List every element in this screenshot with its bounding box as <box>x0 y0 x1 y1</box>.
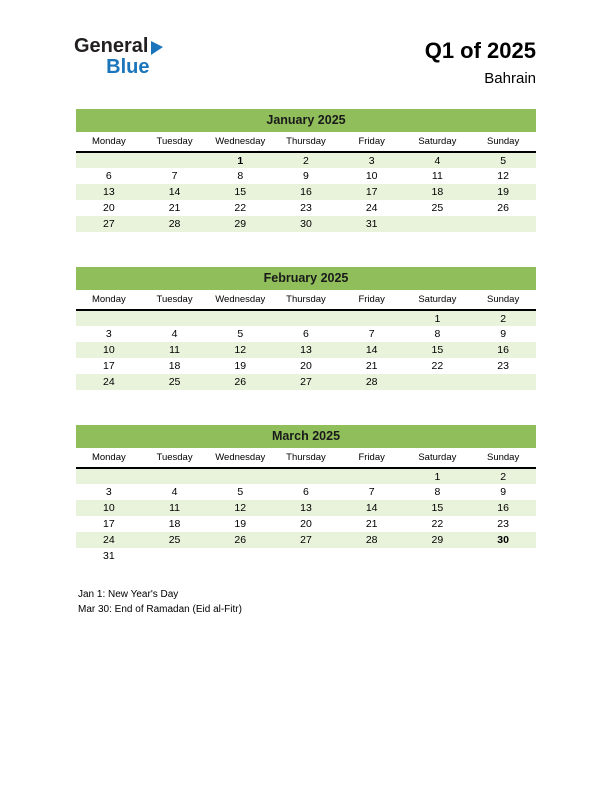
day-cell: 22 <box>431 518 444 530</box>
week-row <box>76 184 536 200</box>
day-cell: 5 <box>500 154 507 167</box>
day-cell: 31 <box>365 218 378 230</box>
day-cell: 20 <box>300 518 312 530</box>
day-cell: 25 <box>168 534 181 546</box>
day-cell: 6 <box>303 486 309 498</box>
empty-cell <box>273 468 339 484</box>
day-cell: 15 <box>234 186 247 198</box>
day-cell: 28 <box>365 376 378 388</box>
week-row <box>76 216 536 232</box>
empty-cell <box>470 374 536 390</box>
day-header: Saturday <box>405 290 471 310</box>
week-row <box>76 152 536 168</box>
day-cell: 17 <box>103 518 115 530</box>
day-header: Friday <box>339 132 405 152</box>
empty-cell <box>470 548 536 564</box>
week-row <box>76 374 536 390</box>
calendar-area <box>0 109 612 564</box>
empty-cell <box>405 548 471 564</box>
footnote-line: Jan 1: New Year's Day <box>78 589 179 600</box>
day-cell: 10 <box>103 502 115 514</box>
day-cell: 14 <box>168 186 181 198</box>
day-cell: 20 <box>300 360 312 372</box>
empty-cell <box>273 548 339 564</box>
day-cell: 3 <box>105 328 112 340</box>
empty-cell <box>405 216 471 232</box>
day-cell: 9 <box>303 170 309 182</box>
day-cell: 5 <box>237 328 244 340</box>
day-cell: 20 <box>103 202 115 214</box>
day-cell: 4 <box>171 486 178 498</box>
day-cell: 10 <box>365 170 378 182</box>
day-cell: 1 <box>434 312 441 325</box>
empty-cell <box>339 548 405 564</box>
footnote-line: Mar 30: End of Ramadan (Eid al-Fitr) <box>78 604 242 615</box>
day-cell: 11 <box>169 344 180 356</box>
day-cell: 3 <box>368 154 375 167</box>
day-header: Saturday <box>405 132 471 152</box>
day-cell: 16 <box>497 344 509 356</box>
week-row <box>76 342 536 358</box>
day-cell: 23 <box>497 518 509 530</box>
empty-cell <box>339 310 405 326</box>
day-cell: 13 <box>300 344 312 356</box>
day-cell: 12 <box>497 170 509 182</box>
month-calendar-february <box>76 267 536 390</box>
day-cell: 15 <box>431 344 444 356</box>
day-cell: 8 <box>434 486 441 498</box>
day-cell: 23 <box>497 360 509 372</box>
day-cell: 25 <box>168 376 181 388</box>
day-header: Monday <box>76 290 142 310</box>
day-cell: 26 <box>497 202 509 214</box>
empty-cell <box>470 216 536 232</box>
week-row <box>76 326 536 342</box>
day-cell: 21 <box>365 360 378 372</box>
empty-cell <box>405 374 471 390</box>
day-cell: 11 <box>431 170 443 182</box>
empty-cell <box>142 152 208 168</box>
day-cell: 1 <box>237 154 244 167</box>
empty-cell <box>207 468 273 484</box>
day-cell: 30 <box>300 218 312 230</box>
week-row <box>76 200 536 216</box>
day-header: Sunday <box>470 290 536 310</box>
logo-text-general: General <box>74 35 149 57</box>
day-header: Friday <box>339 290 405 310</box>
day-cell: 13 <box>300 502 312 514</box>
month-title: January 2025 <box>76 109 536 132</box>
month-calendar-january <box>76 109 536 232</box>
day-cell: 22 <box>431 360 444 372</box>
empty-cell <box>142 468 208 484</box>
day-cell: 7 <box>171 170 178 182</box>
logo-text-blue: Blue <box>106 56 150 78</box>
day-cell: 7 <box>368 486 375 498</box>
month-title: February 2025 <box>76 267 536 290</box>
logo-flag-icon <box>151 41 163 55</box>
page-header <box>0 0 612 87</box>
day-header: Wednesday <box>207 132 273 152</box>
week-row <box>76 358 536 374</box>
month-calendar-march <box>76 425 536 564</box>
day-cell: 3 <box>105 486 112 498</box>
holiday-footnotes <box>76 587 536 617</box>
empty-cell <box>339 468 405 484</box>
day-header: Sunday <box>470 448 536 468</box>
day-cell: 18 <box>431 186 444 198</box>
day-header: Monday <box>76 132 142 152</box>
empty-cell <box>76 310 142 326</box>
day-cell: 30 <box>497 534 509 546</box>
day-cell: 9 <box>500 486 507 498</box>
day-cell: 29 <box>431 534 444 546</box>
day-header: Saturday <box>405 448 471 468</box>
day-cell: 7 <box>368 328 375 340</box>
day-cell: 2 <box>500 470 507 483</box>
day-cell: 24 <box>365 202 378 214</box>
day-cell: 26 <box>234 534 247 546</box>
calendar-grid <box>76 290 536 390</box>
day-cell: 5 <box>237 486 244 498</box>
day-cell: 21 <box>168 202 181 214</box>
day-cell: 27 <box>103 218 115 230</box>
day-cell: 17 <box>103 360 115 372</box>
week-row <box>76 548 536 564</box>
day-cell: 16 <box>300 186 312 198</box>
day-header: Thursday <box>273 290 339 310</box>
title-block <box>425 38 536 87</box>
week-row <box>76 500 536 516</box>
day-cell: 24 <box>103 534 115 546</box>
day-cell: 19 <box>234 518 247 530</box>
day-cell: 8 <box>434 328 441 340</box>
day-cell: 11 <box>169 502 180 514</box>
day-cell: 24 <box>103 376 115 388</box>
day-cell: 19 <box>497 186 509 198</box>
day-header: Thursday <box>273 132 339 152</box>
day-header: Thursday <box>273 448 339 468</box>
day-cell: 26 <box>234 376 247 388</box>
day-cell: 19 <box>234 360 247 372</box>
empty-cell <box>142 548 208 564</box>
day-cell: 27 <box>300 534 312 546</box>
quarter-title: Q1 of 2025 <box>424 38 536 63</box>
day-cell: 9 <box>500 328 507 340</box>
week-row <box>76 532 536 548</box>
empty-cell <box>207 548 273 564</box>
day-cell: 6 <box>303 328 309 340</box>
day-cell: 23 <box>300 202 312 214</box>
country-subtitle: Bahrain <box>484 70 536 87</box>
day-cell: 17 <box>365 186 378 198</box>
day-cell: 14 <box>365 502 378 514</box>
day-header: Wednesday <box>207 290 273 310</box>
day-cell: 13 <box>103 186 115 198</box>
week-row <box>76 484 536 500</box>
week-row <box>76 468 536 484</box>
empty-cell <box>76 152 142 168</box>
week-row <box>76 168 536 184</box>
day-header-row <box>76 448 536 468</box>
empty-cell <box>142 310 208 326</box>
day-cell: 18 <box>168 360 181 372</box>
day-cell: 4 <box>171 328 178 340</box>
day-cell: 16 <box>497 502 509 514</box>
day-cell: 22 <box>234 202 247 214</box>
empty-cell <box>273 310 339 326</box>
day-cell: 12 <box>234 502 247 514</box>
day-cell: 2 <box>500 312 507 325</box>
day-cell: 28 <box>365 534 378 546</box>
day-cell: 2 <box>303 154 309 167</box>
day-header: Monday <box>76 448 142 468</box>
day-cell: 6 <box>105 170 112 182</box>
empty-cell <box>207 310 273 326</box>
day-cell: 27 <box>300 376 312 388</box>
day-cell: 15 <box>431 502 444 514</box>
day-cell: 18 <box>168 518 181 530</box>
week-row <box>76 516 536 532</box>
day-cell: 25 <box>431 202 444 214</box>
calendar-grid <box>76 448 536 564</box>
day-cell: 8 <box>237 170 244 182</box>
day-header: Tuesday <box>142 132 208 152</box>
day-header: Sunday <box>470 132 536 152</box>
empty-cell <box>76 468 142 484</box>
general-blue-logo <box>74 36 163 78</box>
day-cell: 4 <box>434 154 441 167</box>
month-title: March 2025 <box>76 425 536 448</box>
day-header: Tuesday <box>142 448 208 468</box>
day-cell: 31 <box>103 550 115 562</box>
day-header: Friday <box>339 448 405 468</box>
day-cell: 10 <box>103 344 115 356</box>
day-header-row <box>76 132 536 152</box>
day-header: Wednesday <box>207 448 273 468</box>
day-cell: 21 <box>365 518 378 530</box>
day-cell: 14 <box>365 344 378 356</box>
day-cell: 28 <box>168 218 181 230</box>
day-cell: 12 <box>234 344 247 356</box>
day-cell: 1 <box>434 470 441 483</box>
day-header-row <box>76 290 536 310</box>
calendar-grid <box>76 132 536 232</box>
week-row <box>76 310 536 326</box>
day-cell: 29 <box>234 218 247 230</box>
day-header: Tuesday <box>142 290 208 310</box>
